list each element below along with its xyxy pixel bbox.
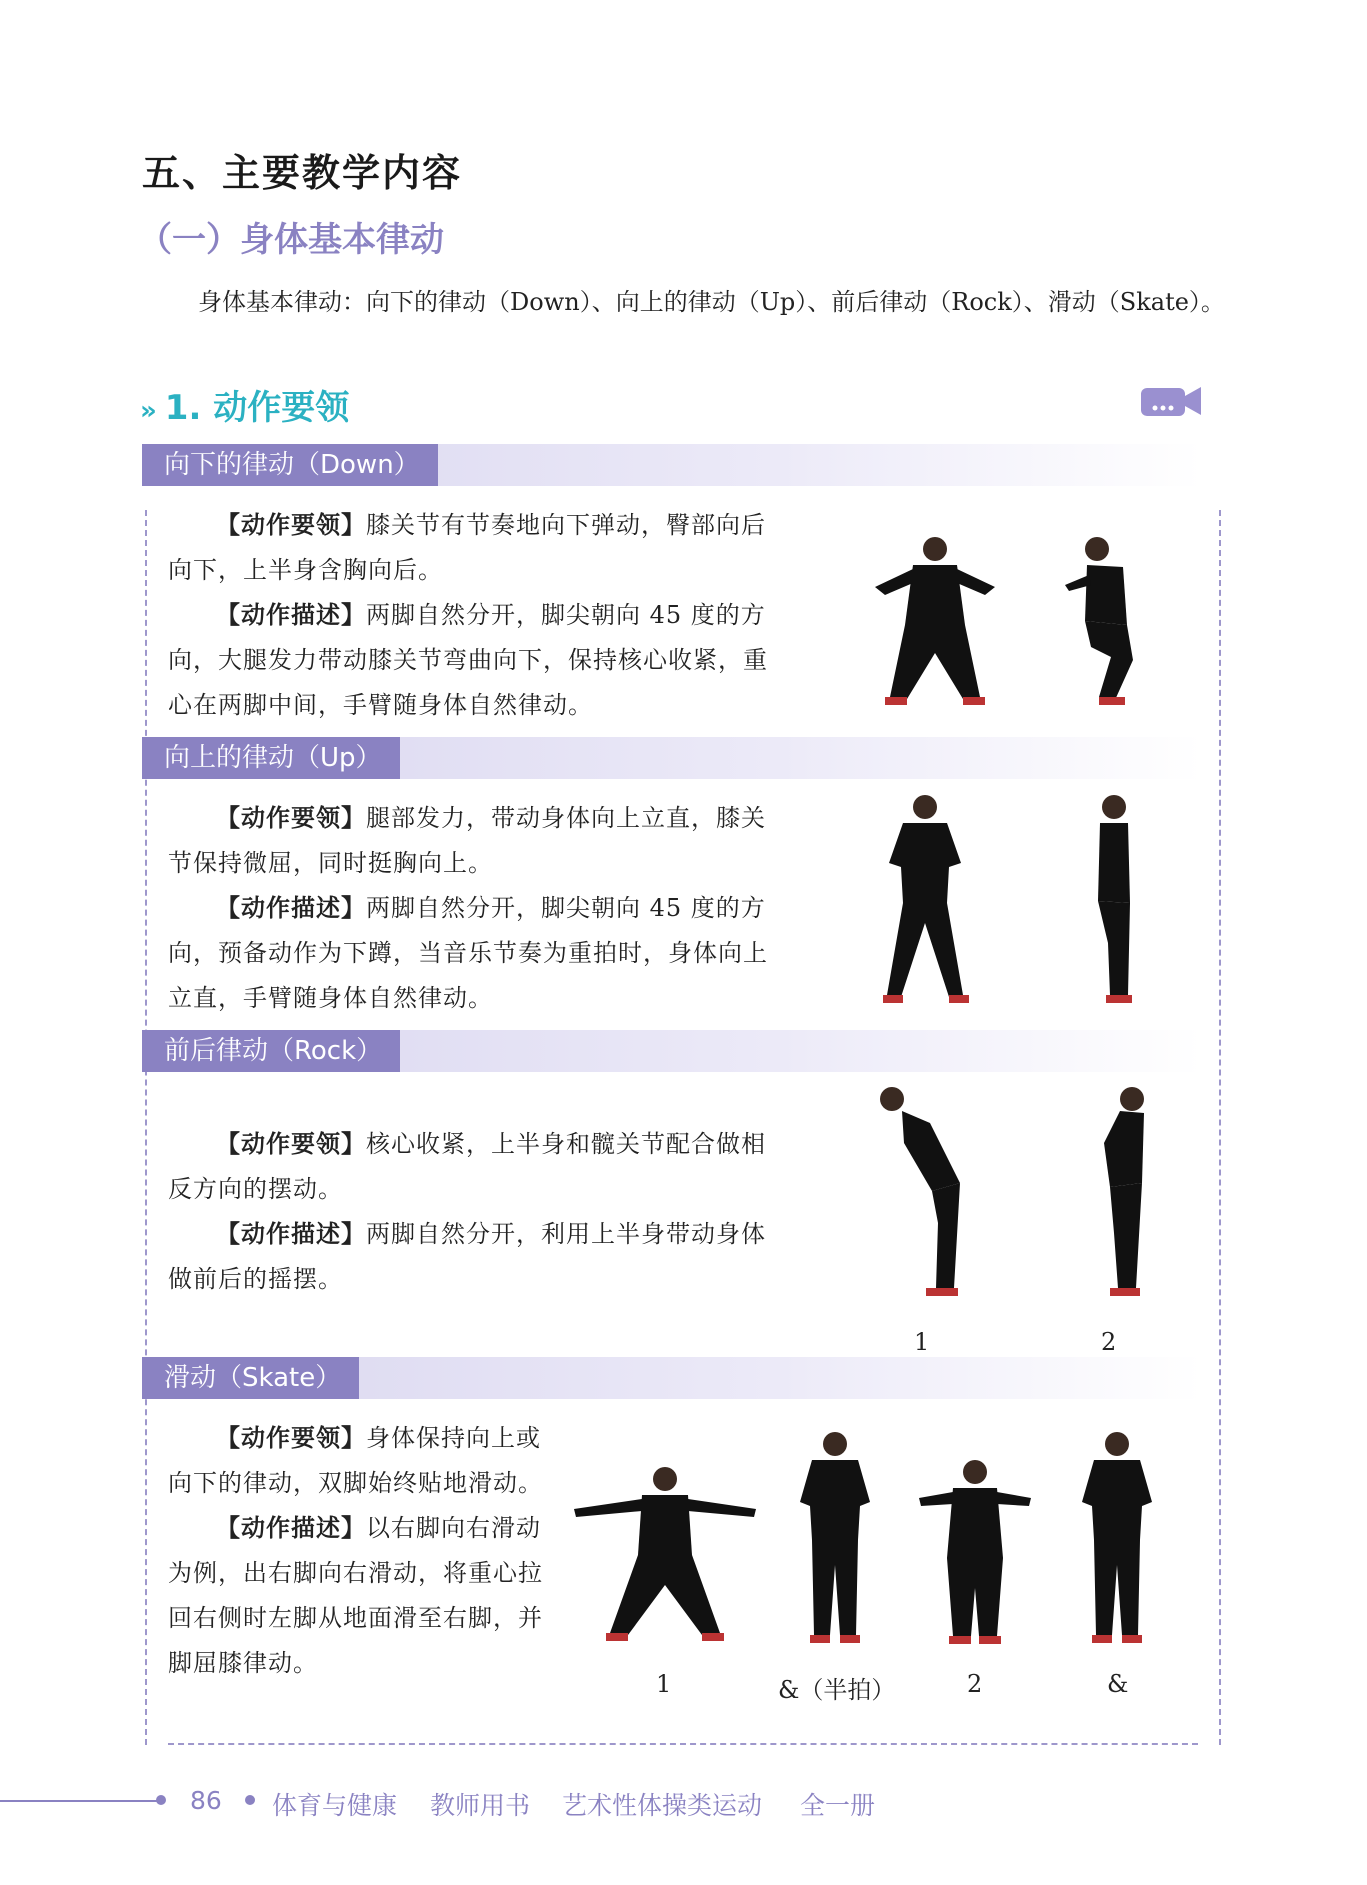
desc-text: 以右脚向右滑动为例，出右脚向右滑动，将重心拉回右侧时左脚从地面滑至右脚，并脚屈膝律动。 [168, 1514, 543, 1677]
essential-text: 腿部发力，带动身体向上立直，膝关节保持微屈，同时挺胸向上。 [168, 804, 766, 877]
essential-text: 膝关节有节奏地向下弹动，臀部向后向下，上半身含胸向后。 [168, 511, 766, 584]
desc-text: 两脚自然分开，脚尖朝向 45 度的方向，预备动作为下蹲，当音乐节奏为重拍时，身体向上立直，手臂随身体自然律动。 [168, 894, 768, 1012]
frame-left-dash [145, 510, 147, 1745]
essential-tag: 【动作要领】 [216, 511, 366, 539]
figure-skate-1 [570, 1465, 760, 1645]
section-text-rock [168, 1122, 780, 1302]
heading-arrow: » [140, 396, 157, 426]
desc-tag: 【动作描述】 [216, 894, 366, 922]
section-bar-skate [142, 1357, 1202, 1399]
desc-text: 两脚自然分开，利用上半身带动身体做前后的摇摆。 [168, 1220, 766, 1293]
section-text-up [168, 796, 780, 1021]
figure-label: & [1107, 1670, 1129, 1698]
figure-label: &（半拍） [778, 1676, 896, 1704]
figure-up-front [865, 793, 985, 1008]
essential-text: 核心收紧，上半身和髋关节配合做相反方向的摆动。 [168, 1130, 766, 1203]
page-number: 86 [190, 1786, 222, 1815]
figure-rock-backward [1070, 1083, 1170, 1303]
essential-tag: 【动作要领】 [216, 1424, 366, 1452]
figure-down-front [855, 535, 1015, 710]
desc-tag: 【动作描述】 [216, 1514, 366, 1542]
section-label-skate: 滑动（Skate） [142, 1357, 359, 1399]
section-text-skate [168, 1416, 550, 1686]
footer-book-title: 体育与健康 [272, 1791, 398, 1820]
video-camera-icon[interactable] [1140, 384, 1202, 418]
footer-book-type: 教师用书 [430, 1791, 531, 1820]
footer-book-subject: 艺术性体操类运动 [562, 1791, 763, 1820]
figure-rock-forward [870, 1083, 980, 1303]
footer-volume: 全一册 [800, 1791, 876, 1820]
figure-down-side [1055, 535, 1145, 710]
figure-label: 2 [967, 1670, 983, 1698]
section-bar-down [142, 444, 1202, 486]
section-text-down [168, 503, 780, 728]
footer-rule [0, 1800, 160, 1802]
essential-tag: 【动作要领】 [216, 1130, 366, 1158]
section-title: 五、主要教学内容 [142, 150, 463, 195]
section-bar-up [142, 737, 1202, 779]
figure-up-side [1078, 793, 1148, 1008]
frame-bottom-dash [168, 1743, 1198, 1745]
figure-skate-and [1072, 1430, 1162, 1650]
frame-right-dash [1219, 510, 1221, 1745]
footer-dot-icon [245, 1795, 255, 1805]
footer-dot-icon [156, 1795, 166, 1805]
desc-text: 两脚自然分开，脚尖朝向 45 度的方向，大腿发力带动膝关节弯曲向下，保持核心收紧，重心在两脚中间，手臂随身体自然律动。 [168, 601, 768, 719]
figure-label: 2 [1101, 1328, 1117, 1356]
intro-paragraph: 身体基本律动：向下的律动（Down）、向上的律动（Up）、前后律动（Rock）、滑动（Skate）。 [198, 288, 1225, 316]
desc-tag: 【动作描述】 [216, 601, 366, 629]
figure-label: 1 [914, 1328, 930, 1356]
heading-action-essentials [140, 380, 349, 429]
subsection-title: （一）身体基本律动 [138, 220, 444, 260]
desc-tag: 【动作描述】 [216, 1220, 366, 1248]
section-label-up: 向上的律动（Up） [142, 737, 400, 779]
figure-skate-half [790, 1430, 880, 1650]
essential-text: 身体保持向上或向下的律动，双脚始终贴地滑动。 [168, 1424, 543, 1497]
section-label-down: 向下的律动（Down） [142, 444, 438, 486]
section-label-rock: 前后律动（Rock） [142, 1030, 400, 1072]
essential-tag: 【动作要领】 [216, 804, 366, 832]
heading-text: 1. 动作要领 [164, 388, 350, 428]
section-bar-rock [142, 1030, 1202, 1072]
figure-label: 1 [656, 1670, 672, 1698]
figure-skate-2 [915, 1458, 1035, 1648]
